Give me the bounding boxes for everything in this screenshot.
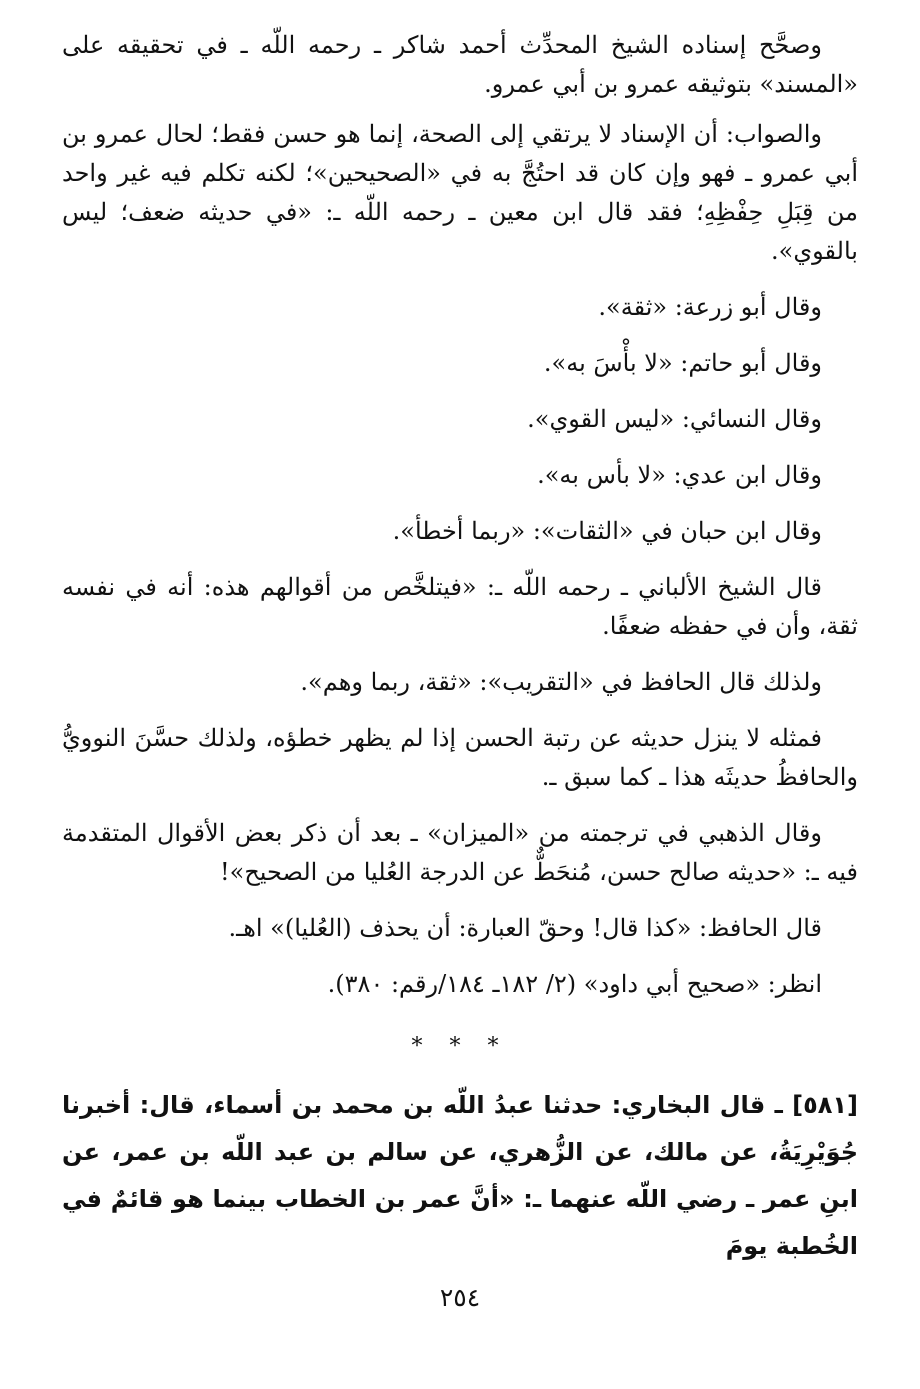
book-page [62, 26, 858, 1389]
paragraph-shakir-authentication: وصحَّح إسناده الشيخ المحدِّث أحمد شاكر ـ رحمه اللّه ـ في تحقيقه على «المسند» بتوثيقه عمرو بن أبي عمرو. [62, 31, 858, 98]
paragraph-taqrib: ولذلك قال الحافظ في «التقريب»: «ثقة، ربما وهم». [300, 668, 822, 696]
paragraph-hasan-rank: فمثله لا ينزل حديثه عن رتبة الحسن إذا لم يظهر خطؤه، ولذلك حسَّنَ النوويُّ والحافظُ حديثَه هذا ـ كما سبق ـ. [62, 724, 858, 791]
paragraph-hafiz-comment: قال الحافظ: «كذا قال! وحقّ العبارة: أن يحذف (العُليا)» اهـ. [228, 914, 822, 942]
paragraph-albani: قال الشيخ الألباني ـ رحمه اللّه ـ: «فيتلخَّص من أقوالهم هذه: أنه في نفسه ثقة، وأن في حفظه ضعفًا. [62, 573, 858, 640]
paragraph-dhahabi: وقال الذهبي في ترجمته من «الميزان» ـ بعد أن ذكر بعض الأقوال المتقدمة فيه ـ: «حديثه صالح حسن، مُنحَطٌّ عن الدرجة العُليا من الصحيح»! [62, 819, 858, 886]
paragraph-ibn-hibban: وقال ابن حبان في «الثقات»: «ربما أخطأ». [392, 517, 822, 545]
hadith-581: [٥٨١] ـ قال البخاري: حدثنا عبدُ اللّه بن محمد بن أسماء، قال: أخبرنا جُوَيْرِيَةُ، عن مالك، عن الزُّهري، عن سالم بن عبد اللّه بن عمر، عن ابنِ عمر ـ رضي اللّه عنهما ـ: «أنَّ عمر بن الخطاب بينما هو قائمٌ في الخُطبة يومَ [62, 1091, 858, 1260]
paragraph-nasai: وقال النسائي: «ليس القوي». [527, 405, 822, 433]
paragraph-abu-hatim: وقال أبو حاتم: «لا بأْسَ به». [543, 349, 822, 377]
page-number: ٢٥٤ [439, 1283, 481, 1312]
paragraph-abu-zura: وقال أبو زرعة: «ثقة». [598, 293, 822, 321]
paragraph-reference: انظر: «صحيح أبي داود» (٢/ ١٨٢ـ ١٨٤/رقم: ٣٨٠). [327, 970, 822, 998]
paragraph-correct-view: والصواب: أن الإسناد لا يرتقي إلى الصحة، إنما هو حسن فقط؛ لحال عمرو بن أبي عمرو ـ فهو وإن كان قد احتُجَّ به في «الصحيحين»؛ لكنه تكلم فيه غير واحد من قِبَلِ حِفْظِهِ؛ فقد قال ابن معين ـ رحمه اللّه ـ: «في حديثه ضعف؛ ليس بالقوي». [62, 120, 858, 265]
paragraph-ibn-adi: وقال ابن عدي: «لا بأس به». [537, 461, 822, 489]
section-separator: * * * [411, 1034, 509, 1059]
